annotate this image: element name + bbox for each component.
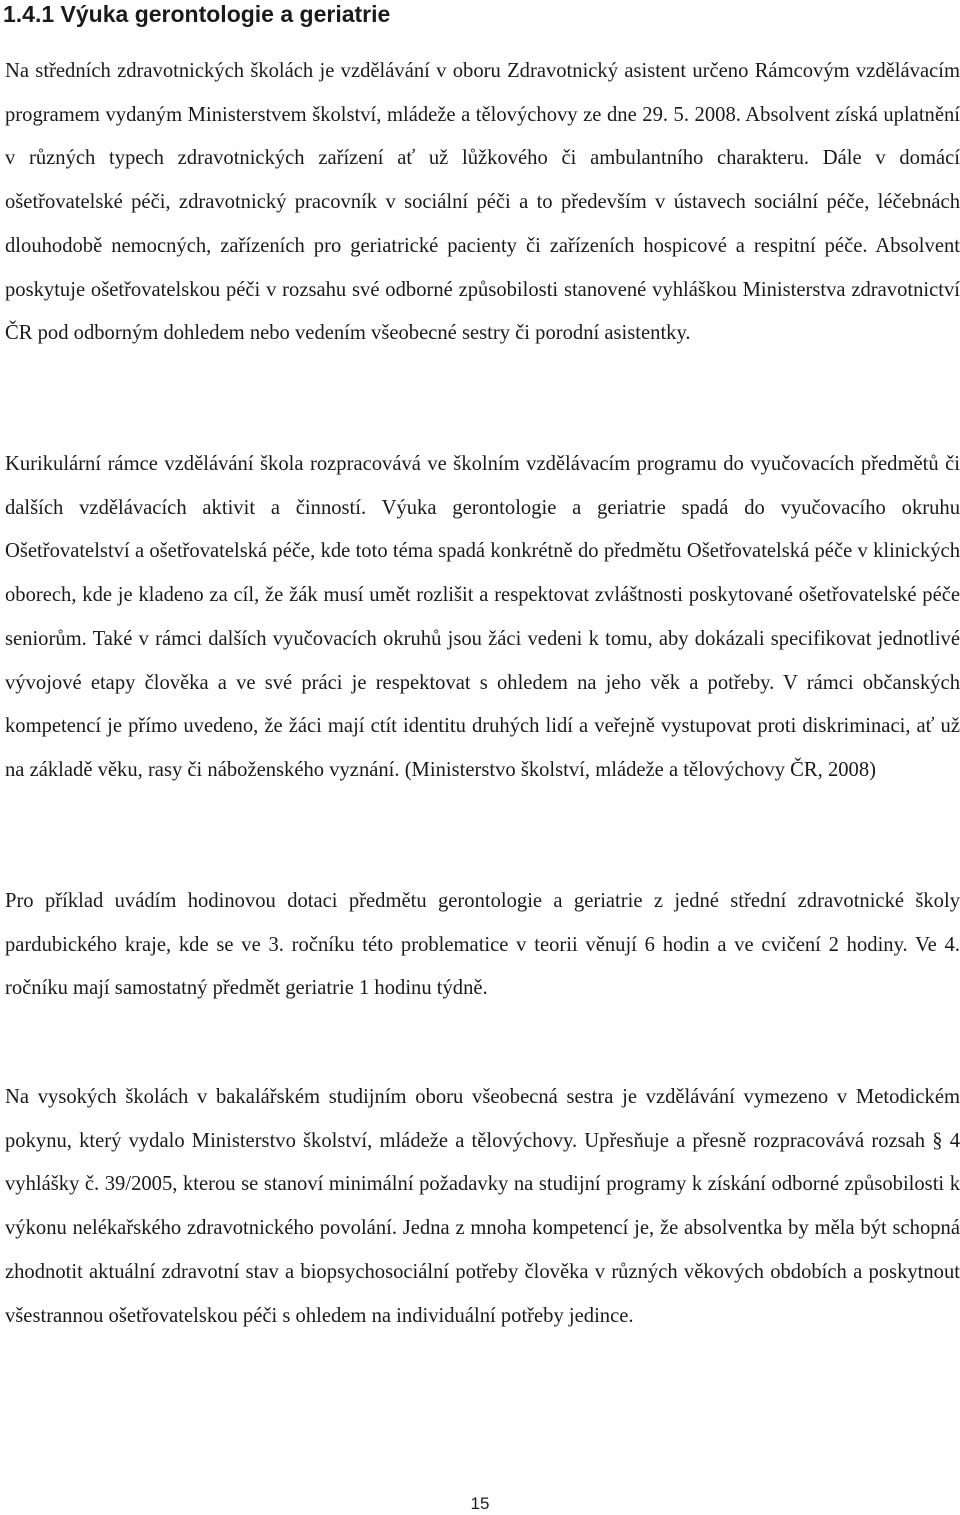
page-number: 15	[470, 1494, 490, 1513]
paragraph-curriculum: Kurikulární rámce vzdělávání škola rozpracovává ve školním vzdělávacím programu do vyučovacích předmětů či dalších vzdělávacích aktivit a činností. Výuka gerontologie a geriatrie spadá do vyučovacího okruhu Ošetřovatelství a ošetřovatelská péče, kde toto téma spadá konkrétně do předmětu Ošetřovatelská péče v klinických oborech, kde je kladeno za cíl, že žák musí umět rozlišit a respektovat zvláštnosti poskytované ošetřovatelské péče seniorům. Také v rámci dalších vyučovacích okruhů jsou žáci vedeni k tomu, aby dokázali specifikovat jednotlivé vývojové etapy člověka a ve své práci je respektovat s ohledem na jeho věk a potřeby. V rámci občanských kompetencí je přímo uvedeno, že žáci mají ctít identitu druhých lidí a veřejně vystupovat proti diskriminaci, ať už na základě věku, rasy či náboženského vyznání. (Ministerstvo školství, mládeže a tělovýchovy ČR, 2008)	[5, 453, 960, 781]
paragraph-hour-allocation: Pro příklad uvádím hodinovou dotaci předmětu gerontologie a geriatrie z jedné střední zdravotnické školy pardubického kraje, kde se ve 3. ročníku této problematice v teorii věnují 6 hodin a ve cvičení 2 hodiny. Ve 4. ročníku mají samostatný předmět geriatrie 1 hodinu týdně.	[5, 890, 960, 1000]
paragraph-secondary-schools: Na středních zdravotnických školách je vzdělávání v oboru Zdravotnický asistent určeno Rámcovým vzdělávacím programem vydaným Ministerstvem školství, mládeže a tělovýchovy ze dne 29. 5. 2008. Absolvent získá uplatnění v různých typech zdravotnických zařízení ať už lůžkového či ambulantního charakteru. Dále v domácí ošetřovatelské péči, zdravotnický pracovník v sociální péči a to především v ústavech sociální péče, léčebnách dlouhodobě nemocných, zařízeních pro geriatrické pacienty či zařízeních hospicové a respitní péče. Absolvent poskytuje ošetřovatelskou péči v rozsahu své odborné způsobilosti stanovené vyhláškou Ministerstva zdravotnictví ČR pod odborným dohledem nebo vedením všeobecné sestry či porodní asistentky.	[5, 60, 960, 345]
section-heading: 1.4.1 Výuka gerontologie a geriatrie	[3, 1, 391, 27]
paragraph-universities: Na vysokých školách v bakalářském studijním oboru všeobecná sestra je vzdělávání vymezeno v Metodickém pokynu, který vydalo Ministerstvo školství, mládeže a tělovýchovy. Upřesňuje a přesně rozpracovává rozsah § 4 vyhlášky č. 39/2005, kterou se stanoví minimální požadavky na studijní programy k získání odborné způsobilosti k výkonu nelékařského zdravotnického povolání. Jedna z mnoha kompetencí je, že absolventka by měla být schopná zhodnotit aktuální zdravotní stav a biopsychosociální potřeby člověka v různých věkových obdobích a poskytnout všestrannou ošetřovatelskou péči s ohledem na individuální potřeby jedince.	[5, 1086, 960, 1327]
